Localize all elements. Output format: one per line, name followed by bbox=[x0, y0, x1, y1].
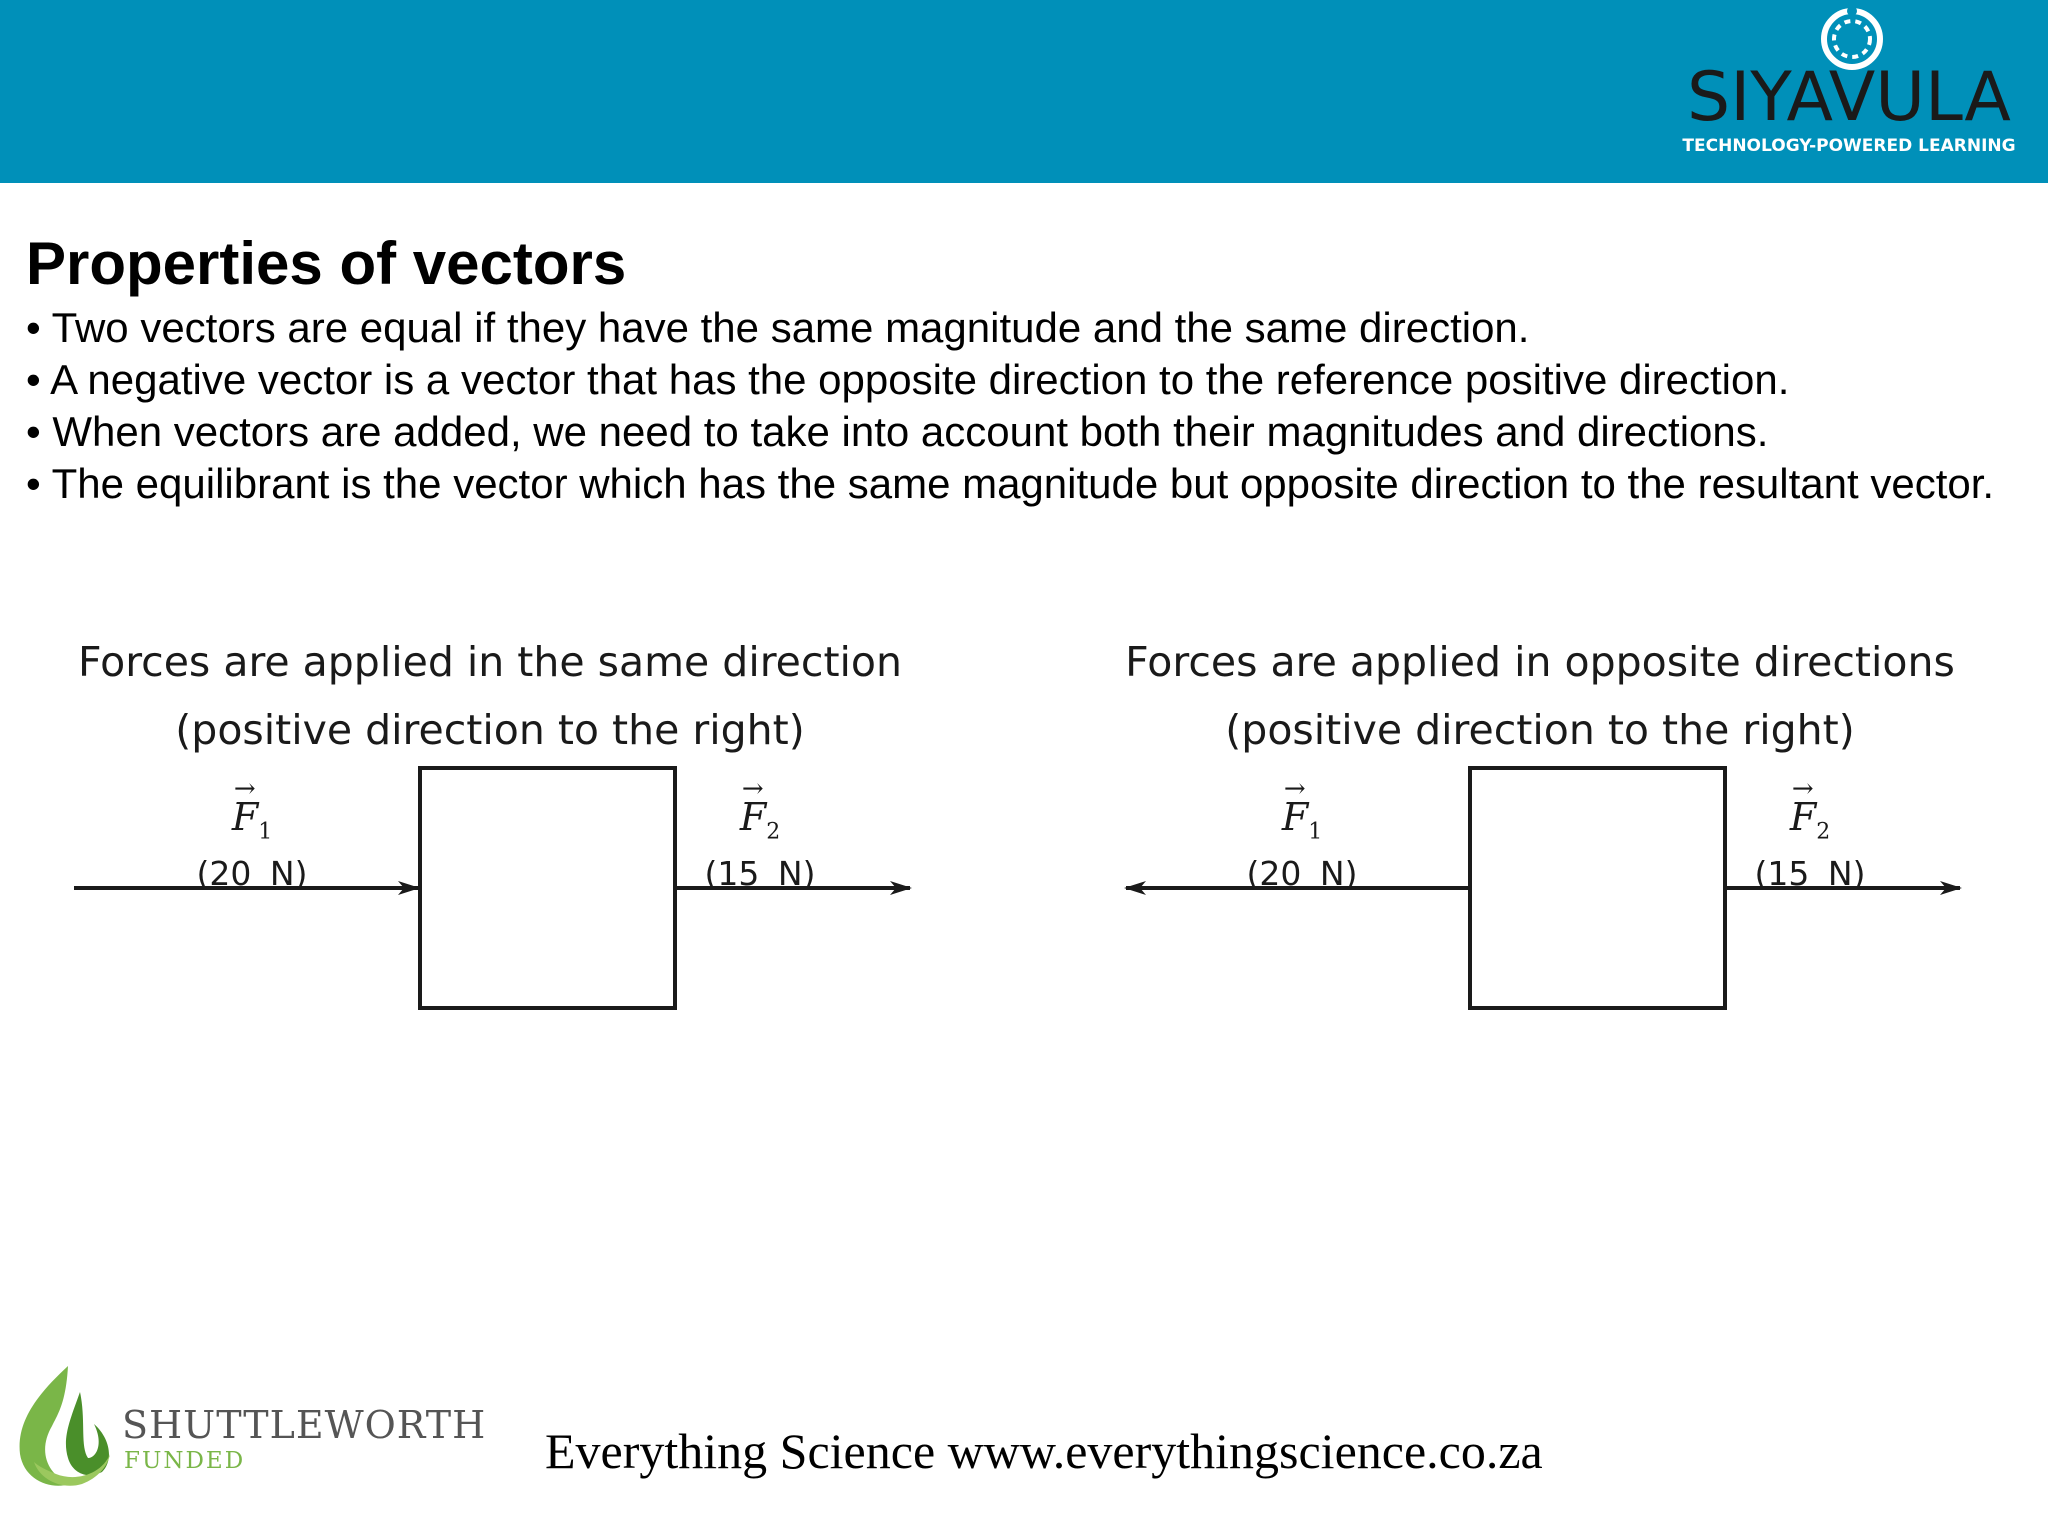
shuttleworth-logo-name: SHUTTLEWORTH bbox=[122, 1403, 487, 1447]
vector-symbol-f2: → $F_2$ bbox=[740, 798, 780, 844]
bullet-list bbox=[26, 302, 2026, 510]
force-magnitude: (20 N) bbox=[1246, 853, 1358, 893]
bullet-item: • The equilibrant is the vector which has the same magnitude but opposite direction to the resultant vector. bbox=[26, 458, 2026, 510]
vector-symbol-f1: → $F_1$ bbox=[1282, 798, 1322, 844]
block bbox=[1470, 768, 1725, 1008]
siyavula-logo-name: SIYAVULA bbox=[1687, 58, 2011, 137]
siyavula-logo-tagline: TECHNOLOGY-POWERED LEARNING bbox=[1682, 136, 2016, 156]
force-label-f1 bbox=[182, 795, 322, 893]
vector-symbol-f1: → $F_1$ bbox=[232, 798, 272, 844]
diagram-opposite-directions bbox=[1110, 630, 1990, 1020]
diagram-subcaption: (positive direction to the right) bbox=[1225, 706, 1855, 754]
diagram-caption: Forces are applied in opposite directions bbox=[1125, 638, 1955, 686]
shuttleworth-logo-sub: FUNDED bbox=[124, 1448, 246, 1474]
siyavula-logo bbox=[1674, 6, 2024, 158]
bullet-item: • When vectors are added, we need to take into account both their magnitudes and directions. bbox=[26, 406, 2026, 458]
force-label-f2 bbox=[1740, 795, 1880, 893]
page-title: Properties of vectors bbox=[26, 230, 627, 297]
shuttleworth-logo bbox=[10, 1362, 487, 1492]
header-bar bbox=[0, 0, 2048, 183]
diagram-caption: Forces are applied in the same direction bbox=[78, 638, 902, 686]
footer-text: Everything Science www.everythingscience.co.za bbox=[545, 1423, 1543, 1479]
diagram-subcaption: (positive direction to the right) bbox=[175, 706, 805, 754]
block bbox=[420, 768, 675, 1008]
diagram-same-direction bbox=[60, 630, 940, 1020]
bullet-item: • Two vectors are equal if they have the same magnitude and the same direction. bbox=[26, 302, 2026, 354]
vector-symbol-f2: → $F_2$ bbox=[1790, 798, 1830, 844]
force-label-f2 bbox=[690, 795, 830, 893]
force-magnitude: (15 N) bbox=[1754, 853, 1866, 893]
bullet-item: • A negative vector is a vector that has the opposite direction to the reference positive direction. bbox=[26, 354, 2026, 406]
force-magnitude: (15 N) bbox=[704, 853, 816, 893]
force-label-f1 bbox=[1232, 795, 1372, 893]
force-magnitude: (20 N) bbox=[196, 853, 308, 893]
flame-icon bbox=[10, 1362, 120, 1492]
